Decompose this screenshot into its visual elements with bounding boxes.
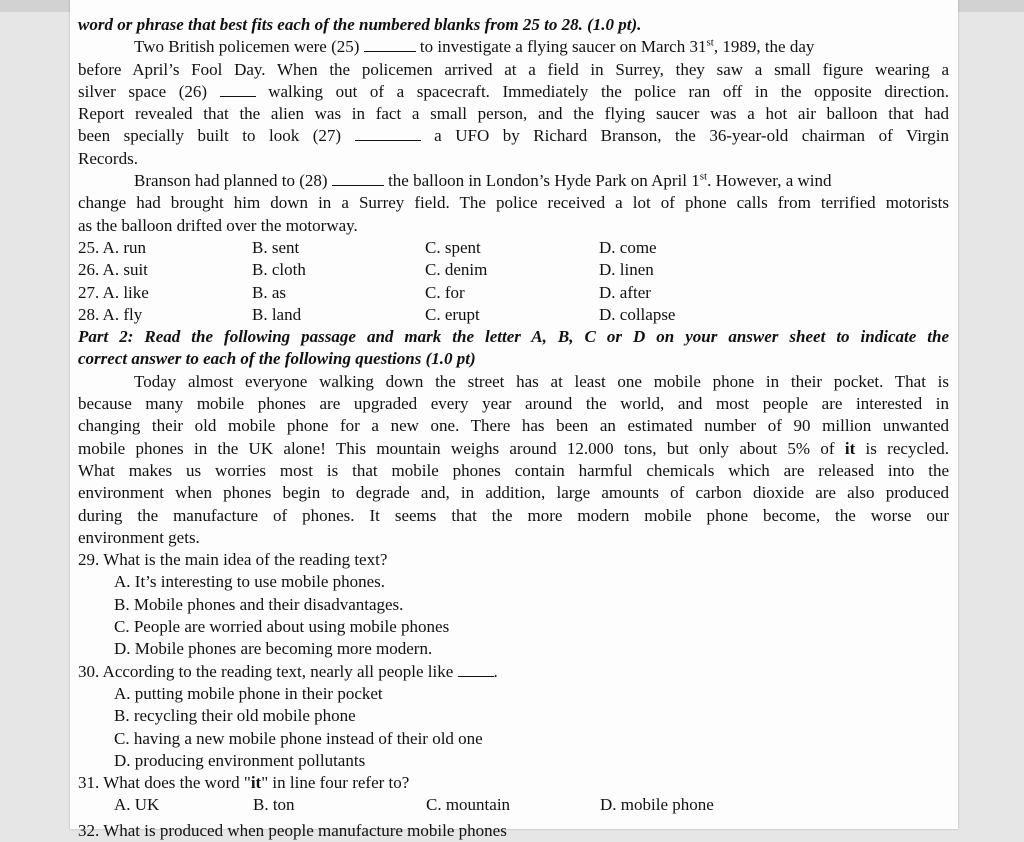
option-c: C. for: [425, 282, 465, 302]
option-a: 25. A. run: [78, 237, 146, 257]
option-a: 27. A. like: [78, 282, 149, 302]
passage1-line: Two British policemen were (25) to investigate a flying saucer on March 31st, 1989, the day: [134, 36, 815, 57]
q31-option-c: C. mountain: [426, 795, 511, 815]
cloze-option-row: [78, 237, 949, 259]
document-page: [70, 0, 958, 840]
question-30-stem: 30. According to the reading text, nearly all people like .: [78, 661, 498, 681]
passage2-line: environment gets.: [78, 527, 200, 547]
part2-heading-cont: correct answer to each of the following questions (1.0 pt): [78, 349, 476, 369]
q31-option-b: B. ton: [253, 795, 295, 815]
passage1-line: Report revealed that the alien was in fact a small person, and the flying saucer was a hot air balloon that had: [78, 104, 949, 124]
cloze-option-row: [78, 259, 949, 281]
passage1-line: been specially built to look (27) a UFO by Richard Branson, the 36-year-old chairman of Virgin: [78, 126, 950, 146]
q31-option-row: [78, 794, 949, 816]
passage2-line: because many mobile phones are upgraded every year around the world, and most people are interested in: [78, 394, 949, 414]
question-29-stem: 29. What is the main idea of the reading text?: [78, 550, 388, 570]
blank-27: [355, 125, 421, 141]
passage2-line: What makes us worries most is that mobile phones contain harmful chemicals which are released into the: [78, 460, 949, 480]
passage2-line: mobile phones in the UK alone! This mountain weighs around 12.000 tons, but only about 5% of it is recycled.: [78, 438, 950, 458]
q30-option-c: C. having a new mobile phone instead of their old one: [114, 728, 483, 748]
blank-25: [364, 36, 416, 52]
option-c: C. spent: [425, 237, 481, 257]
q29-option-c: C. People are worried about using mobile phones: [114, 617, 450, 637]
passage1-line: as the balloon drifted over the motorway.: [78, 215, 358, 235]
passage1-line: Records.: [78, 148, 138, 168]
q29-option-d: D. Mobile phones are becoming more modern.: [114, 639, 433, 659]
option-a: 26. A. suit: [78, 260, 148, 280]
q30-option-b: B. recycling their old mobile phone: [114, 706, 356, 726]
blank-28: [332, 170, 384, 186]
passage2-line: during the manufacture of phones. It seems that the more modern mobile phone become, the worse our: [78, 505, 949, 525]
option-d: D. collapse: [599, 304, 676, 324]
q30-option-a: A. putting mobile phone in their pocket: [114, 683, 383, 703]
q30-option-d: D. producing environment pollutants: [114, 750, 366, 770]
option-b: B. as: [252, 282, 286, 302]
option-d: D. linen: [599, 260, 654, 280]
q31-option-d: D. mobile phone: [600, 795, 714, 815]
option-c: C. erupt: [425, 304, 480, 324]
passage1-line: Branson had planned to (28) the balloon in London’s Hyde Park on April 1st. However, a wind: [134, 170, 832, 191]
q29-option-a: A. It’s interesting to use mobile phones.: [114, 572, 386, 592]
question-31-stem: 31. What does the word "it" in line four refer to?: [78, 773, 410, 793]
blank-26: [220, 81, 256, 97]
passage2-line: changing their old mobile phone for a new one. There has been an estimated number of 90 million unwanted: [78, 416, 949, 436]
option-b: B. sent: [252, 237, 300, 257]
q29-option-b: B. Mobile phones and their disadvantages.: [114, 594, 404, 614]
cloze-option-row: [78, 304, 949, 326]
option-d: D. after: [599, 282, 651, 302]
page-content: [78, 14, 949, 817]
passage2-line: environment when phones begin to degrade and, in addition, large amounts of carbon dioxide are also produced: [78, 483, 949, 503]
option-d: D. come: [599, 237, 657, 257]
option-c: C. denim: [425, 260, 488, 280]
cloze-option-row: [78, 282, 949, 304]
blank-30: [458, 661, 494, 677]
passage1-line: silver space (26) walking out of a spacecraft. Immediately the police ran off in the opposite direction.: [78, 81, 949, 101]
option-b: B. land: [252, 304, 302, 324]
option-a: 28. A. fly: [78, 304, 143, 324]
passage1-line: change had brought him down in a Surrey field. The police received a lot of phone calls from terrified motorists: [78, 193, 949, 213]
q31-option-a: A. UK: [114, 795, 160, 815]
passage2-line: Today almost everyone walking down the street has at least one mobile phone in their pocket. That is: [134, 371, 949, 391]
cloze-instruction: word or phrase that best fits each of the numbered blanks from 25 to 28. (1.0 pt).: [78, 15, 642, 34]
question-32-partial: 32. What is produced when people manufacture mobile phones: [78, 821, 507, 840]
option-b: B. cloth: [252, 260, 306, 280]
part2-heading: Part 2: Read the following passage and mark the letter A, B, C or D on your answer sheet to indicate the: [78, 327, 949, 347]
passage1-line: before April’s Fool Day. When the policemen arrived at a field in Surrey, they saw a small figure wearing a: [78, 59, 949, 79]
